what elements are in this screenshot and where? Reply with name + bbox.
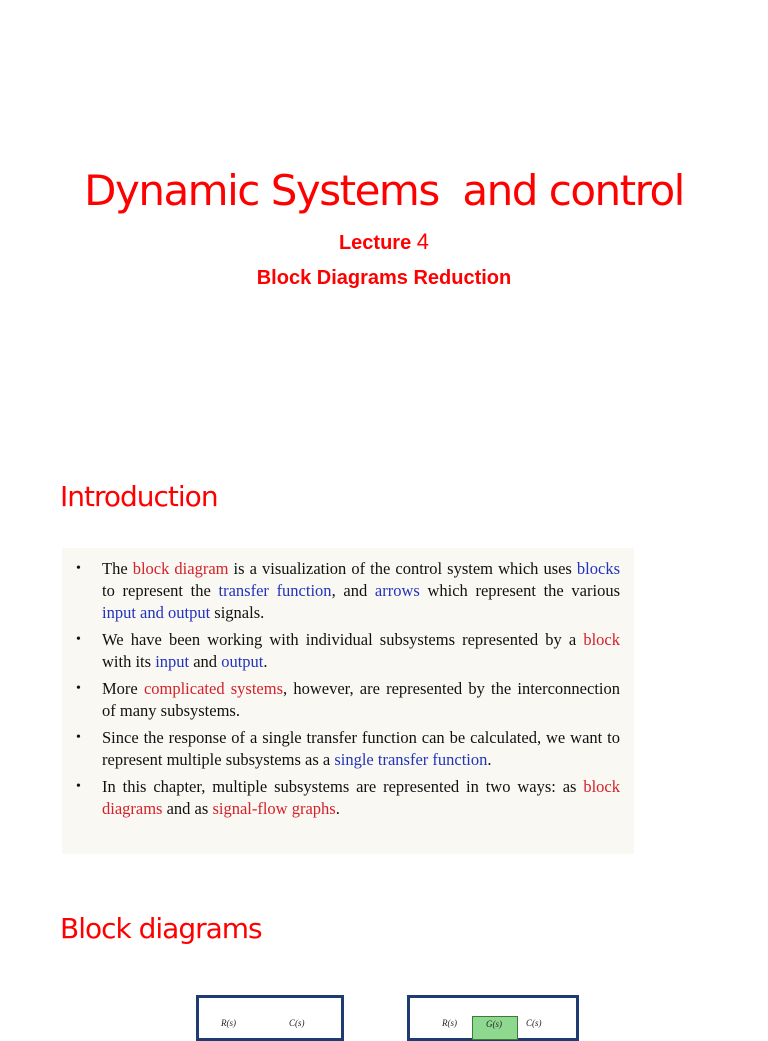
highlighted-term: blocks xyxy=(576,559,621,578)
bullet-marker: • xyxy=(76,681,81,696)
lecture-subtitle: Block Diagrams Reduction xyxy=(256,267,512,289)
diagram-transfer-function xyxy=(407,995,579,1041)
bullet-text: , however, are represented by the interconnection of many subsystems. xyxy=(102,679,620,720)
bullet-text: , and xyxy=(331,581,375,600)
bullet-marker: • xyxy=(76,632,81,647)
page-title: Dynamic Systems and control xyxy=(84,166,684,215)
bullet-text: We have been working with individual subsystems represented by a xyxy=(102,630,584,649)
transfer-function-block xyxy=(472,1016,518,1040)
bullet-marker: • xyxy=(76,561,81,576)
block-label: G(s) xyxy=(486,1019,502,1029)
block-diagrams-heading: Block diagrams xyxy=(60,912,262,945)
highlighted-term: arrows xyxy=(374,581,420,600)
highlighted-term: single transfer function xyxy=(334,750,488,769)
highlighted-term: transfer function xyxy=(218,581,332,600)
bullet-text: More xyxy=(102,679,144,698)
bullet-item xyxy=(74,558,620,624)
highlighted-term: signal-flow graphs xyxy=(212,799,336,818)
diagram-input-label: R(s) xyxy=(442,1018,457,1028)
highlighted-term: block xyxy=(583,630,620,649)
bullet-item xyxy=(74,776,620,820)
lecture-prefix: Lecture xyxy=(338,232,417,254)
bullet-text: In this chapter, multiple subsystems are represented in two ways: as xyxy=(102,777,584,796)
bullet-text: is a visualization of the control system which uses xyxy=(228,559,577,578)
highlighted-term: input and output xyxy=(102,603,211,622)
lecture-number: 4 xyxy=(416,229,430,254)
bullet-list xyxy=(62,548,634,820)
bullet-text: . xyxy=(263,652,268,671)
bullet-item xyxy=(74,629,620,673)
highlighted-term: block diagram xyxy=(132,559,229,578)
introduction-heading: Introduction xyxy=(60,480,218,513)
highlighted-term: input xyxy=(155,652,190,671)
bullet-item xyxy=(74,678,620,722)
bullet-text: which represent the various xyxy=(419,581,621,600)
bullet-text: signals. xyxy=(210,603,265,622)
bullet-text: and xyxy=(189,652,222,671)
highlighted-term: block diagrams xyxy=(102,777,620,818)
diagram-output-label: C(s) xyxy=(289,1018,305,1028)
bullet-text: to represent the xyxy=(102,581,219,600)
bullet-text: Since the response of a single transfer function can be calculated, we want to represent multiple subsystems as a xyxy=(102,728,620,769)
highlighted-term: complicated systems xyxy=(143,679,284,698)
bullet-item xyxy=(74,727,620,771)
diagram-input-label: R(s) xyxy=(221,1018,236,1028)
bullet-marker: • xyxy=(76,779,81,794)
bullets-image-panel xyxy=(62,548,634,854)
bullet-text: . xyxy=(487,750,492,769)
highlighted-term: output xyxy=(221,652,264,671)
diagram-open-loop xyxy=(196,995,344,1041)
bullet-text: The xyxy=(102,559,133,578)
diagram-output-label: C(s) xyxy=(526,1018,542,1028)
bullet-marker: • xyxy=(76,730,81,745)
lecture-label xyxy=(0,229,768,255)
bullet-text: and as xyxy=(162,799,213,818)
bullet-text: with its xyxy=(102,652,156,671)
bullet-text: . xyxy=(335,799,340,818)
